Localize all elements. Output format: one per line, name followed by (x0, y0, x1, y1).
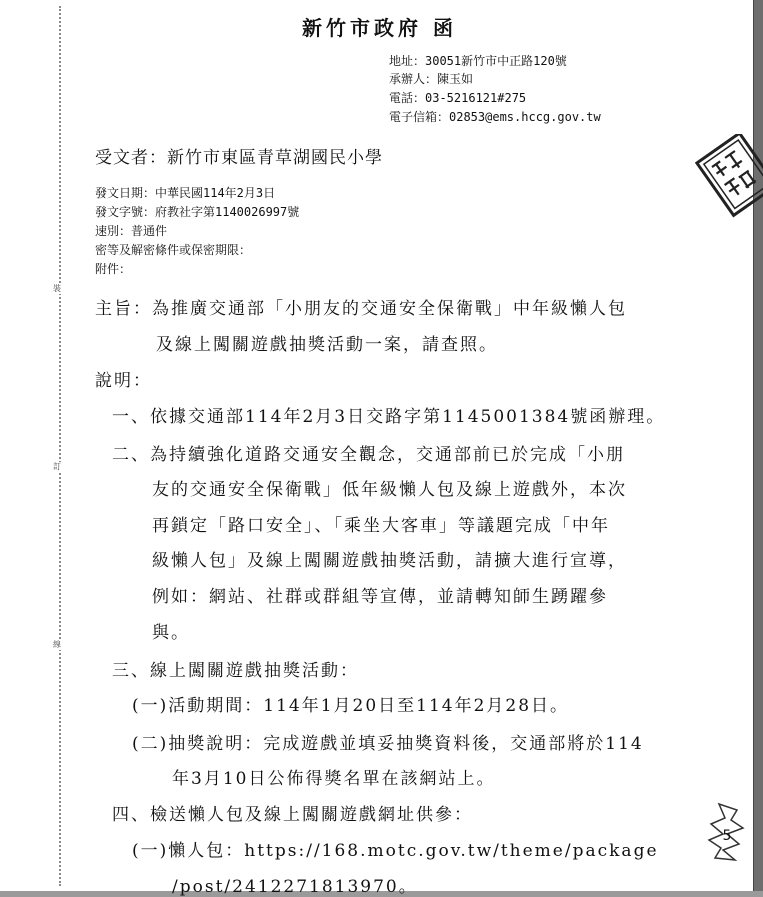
address-line: 地址：30051新竹市中正路120號 (389, 54, 567, 68)
page-number-stamp-icon (705, 800, 745, 865)
binding-mark-ding: 訂 (53, 462, 61, 471)
official-seal-stamp-icon (695, 134, 763, 224)
explanation-item-1: 一、依據交通部114年2月3日交路字第1145001384號函辦理。 (112, 407, 666, 427)
explanation-item-4: 四、檢送懶人包及線上闖關遊戲網址供參： (112, 805, 473, 825)
explanation-item-4-1-line-1: (一)懶人包：https://168.motc.gov.tw/theme/package (132, 841, 659, 861)
phone-line: 電話：03-5216121#275 (389, 91, 527, 105)
explanation-item-2-line-2: 友的交通安全保衛戰」低年級懶人包及線上遊戲外，本次 (152, 480, 627, 500)
subject-line-2: 及線上闖關遊戲抽獎活動一案，請查照。 (156, 335, 498, 355)
explanation-item-2-line-3: 再鎖定「路口安全」、「乘坐大客車」等議題完成「中年 (152, 516, 610, 536)
page-number: 5 (722, 828, 732, 844)
binding-mark-zhuang: 裝 (53, 284, 61, 293)
attachment-line: 附件： (95, 262, 132, 276)
classification-line: 密等及解密條件或保密期限： (95, 243, 252, 257)
document-number: 發文字號：府教社字第1140026997號 (95, 205, 300, 219)
subject-line-1: 主旨：為推廣交通部「小朋友的交通安全保衛戰」中年級懶人包 (95, 299, 627, 319)
email-line: 電子信箱：02853@ems.hccg.gov.tw (389, 110, 601, 124)
explanation-item-2-line-5: 例如：網站、社群或群組等宣傳，並請轉知師生踴躍參 (152, 587, 608, 607)
binding-dotted-line (59, 6, 61, 886)
explanation-item-3-2-line-1: (二)抽獎說明：完成遊戲並填妥抽獎資料後，交通部將於114 (132, 734, 644, 754)
explanation-item-2-line-4: 級懶人包」及線上闖關遊戲抽獎活動，請擴大進行宣導， (152, 551, 627, 571)
issue-date: 發文日期：中華民國114年2月3日 (95, 186, 276, 200)
explanation-item-2-line-1: 二、為持續強化道路交通安全觀念，交通部前已於完成「小朋 (112, 445, 625, 465)
document-title: 新竹市政府 函 (302, 16, 457, 40)
contact-person-line: 承辦人：陳玉如 (389, 72, 474, 86)
explanation-item-4-1-line-2: /post/2412271813970。 (172, 877, 418, 897)
recipient-line: 受文者：新竹市東區青草湖國民小學 (95, 148, 383, 168)
explanation-item-3-2-line-2: 年3月10日公佈得獎名單在該網站上。 (172, 769, 496, 789)
explanation-item-3: 三、線上闖關遊戲抽獎活動： (112, 661, 359, 681)
explanation-item-3-1: (一)活動期間：114年1月20日至114年2月28日。 (132, 696, 570, 716)
explanation-item-2-line-6: 與。 (152, 623, 190, 643)
binding-mark-xian: 線 (53, 640, 61, 649)
explanation-heading: 說明： (95, 371, 152, 391)
delivery-speed: 速別：普通件 (95, 224, 168, 238)
